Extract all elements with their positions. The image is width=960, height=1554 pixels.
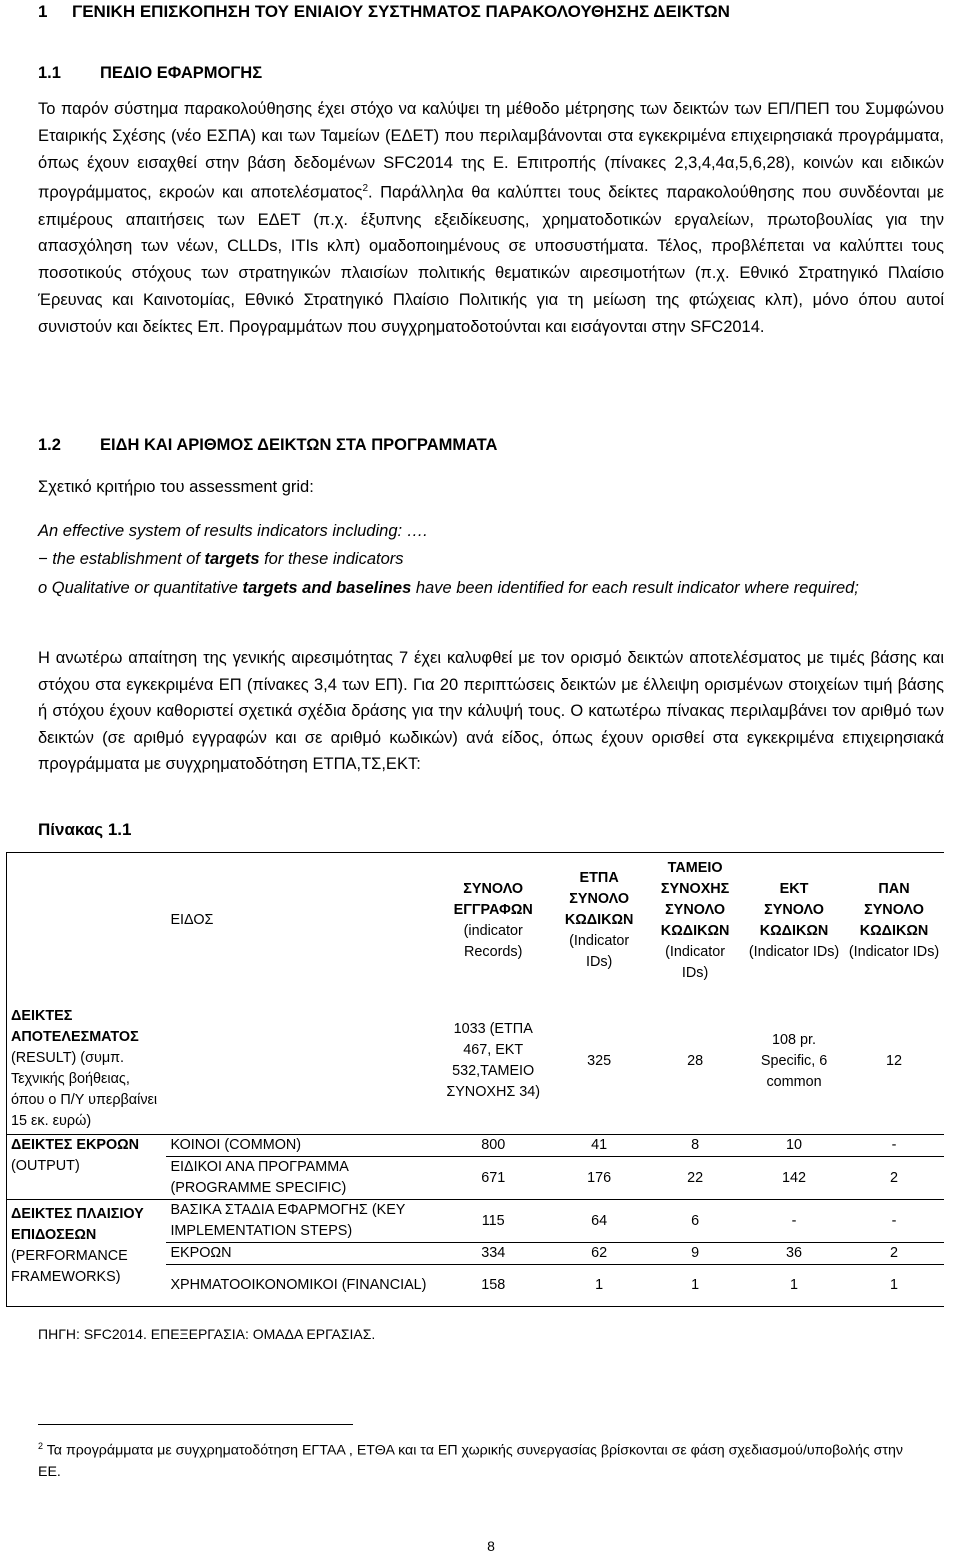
result-kind-empty: [166, 989, 434, 1135]
table-row-result: [7, 989, 945, 1135]
quote-line-2-a: − the establishment of: [38, 550, 205, 568]
cell-value: 1: [646, 1265, 744, 1307]
heading-1: [38, 2, 730, 22]
heading-1-2-title: ΕΙΔΗ ΚΑΙ ΑΡΙΘΜΟΣ ΔΕΙΚΤΩΝ ΣΤΑ ΠΡΟΓΡΑΜΜΑΤΑ: [100, 436, 498, 454]
table-caption: Πίνακας 1.1: [38, 820, 132, 839]
result-group-bold: ΔΕΙΚΤΕΣ ΑΠΟΤΕΛΕΣΜΑΤΟΣ: [11, 1008, 139, 1045]
table-header-records: [434, 853, 552, 989]
table-row-common: [7, 1135, 945, 1157]
header-total-normal: (Indicator IDs): [848, 943, 940, 960]
table-header-row: [7, 853, 945, 989]
assessment-grid-label: Σχετικό κριτήριο του assessment grid:: [38, 478, 314, 496]
cell-value: 1: [844, 1265, 944, 1307]
heading-1-2-number: 1.2: [38, 436, 61, 454]
footnote-ref[interactable]: 2: [362, 183, 369, 195]
table-header-cohesion: [646, 853, 744, 989]
quote-line-1: An effective system of results indicators including: ….: [38, 522, 428, 540]
result-records: 1033 (ΕΤΠΑ 467, ΕΚΤ 532,ΤΑΜΕΙΟ ΣΥΝΟΧΗΣ 34): [446, 1021, 541, 1101]
header-records-bold: ΣΥΝΟΛΟ ΕΓΓΡΑΦΩΝ: [453, 880, 533, 918]
header-cohesion-normal: (Indicator IDs): [665, 943, 726, 981]
header-etpa-normal: (Indicator IDs): [569, 933, 630, 971]
cell-value: 10: [744, 1135, 844, 1157]
cell-value: 8: [646, 1135, 744, 1157]
cell-value: 158: [434, 1265, 552, 1307]
cell-value: 41: [552, 1135, 646, 1157]
output-group-label: [7, 1135, 167, 1200]
row-kind: ΚΟΙΝΟΙ (COMMON): [166, 1135, 434, 1157]
cell-value: 334: [434, 1243, 552, 1265]
cell-value: 1: [552, 1265, 646, 1307]
cell-value: -: [744, 1200, 844, 1243]
heading-1-1-title: ΠΕΔΙΟ ΕΦΑΡΜΟΓΗΣ: [100, 64, 263, 82]
cell-value: 115: [434, 1200, 552, 1243]
table-header-ekt: [744, 853, 844, 989]
header-cohesion-bold: ΤΑΜΕΙΟ ΣΥΝΟΧΗΣ ΣΥΝΟΛΟ ΚΩΔΙΚΩΝ: [660, 859, 730, 939]
table-header-etpa: [552, 853, 646, 989]
cell-value: 2: [844, 1243, 944, 1265]
cell-value: 9: [646, 1243, 744, 1265]
cell-value: -: [844, 1135, 944, 1157]
footnote-separator: [38, 1424, 353, 1425]
footnote-text: Τα προγράμματα με συγχρηματοδότηση ΕΓΤΑΑ , ΕΤΘΑ και τα ΕΠ χωρικής συνεργασίας βρίσκονται σε φάση σχεδιασμού/υποβολής στην ΕΕ.: [38, 1442, 904, 1480]
header-etpa-bold: ΕΤΠΑ ΣΥΝΟΛΟ ΚΩΔΙΚΩΝ: [564, 870, 634, 929]
quote-line-3: [38, 574, 944, 602]
quote-line-3-c: have been identified for each result indicator where required;: [411, 579, 859, 597]
paragraph-requirement: Η ανωτέρω απαίτηση της γενικής αιρεσιμότητας 7 έχει καλυφθεί με τον ορισμό δεικτών αποτελέσματος με τιμές βάσης και στόχου στα εγκεκριμένα ΕΠ (πίνακες 3,4 των ΕΠ). Για 20 περιπτώσεις δεικτών με έλλειψη ορισμένων στοιχείων τιμή βάσης ή στόχου έχουν καθοριστεί σχετικά σχέδια δράσης για την κάλυψή τους. Ο κατωτέρω πίνακας περιλαμβάνει τον αριθμό των δεικτών (σε αριθμό εγγραφών και σε αριθμό κωδικών) ανά είδος, όπως έχουν ορισθεί στα εγκεκριμένα επιχειρησιακά προγράμματα με συγχρηματοδότηση ΕΤΠΑ,ΤΣ,ΕΚΤ:: [38, 649, 944, 773]
output-group-bold: ΔΕΙΚΤΕΣ ΕΚΡΟΩΝ: [11, 1137, 140, 1153]
quote-line-3-a: o Qualitative or quantitative: [38, 579, 243, 597]
quote-line-2-b: targets: [204, 550, 260, 568]
table-row-key-steps: [7, 1200, 945, 1243]
cell-value: -: [844, 1200, 944, 1243]
heading-1-1: [38, 64, 262, 83]
output-group-normal: (OUTPUT): [11, 1158, 80, 1174]
row-kind: ΒΑΣΙΚΑ ΣΤΑΔΙΑ ΕΦΑΡΜΟΓΗΣ (KEY IMPLEMENTATION STEPS): [166, 1200, 434, 1243]
framework-group-bold: ΔΕΙΚΤΕΣ ΠΛΑΙΣΙΟΥ ΕΠΙΔΟΣΕΩΝ: [11, 1206, 144, 1243]
table-header-total: [844, 853, 944, 989]
cell-value: 22: [646, 1157, 744, 1200]
table-header-empty: [7, 853, 167, 989]
cell-value: 2: [844, 1157, 944, 1200]
heading-1-number: 1: [38, 2, 48, 21]
row-kind: ΧΡΗΜΑΤΟΟΙΚΟΝΟΜΙΚΟΙ (FINANCIAL): [166, 1265, 434, 1307]
page-number: 8: [487, 1538, 495, 1554]
quote-line-2-c: for these indicators: [259, 550, 404, 568]
header-records-normal: (indicator Records): [463, 922, 523, 960]
result-group-label: [7, 989, 167, 1135]
quote-line-2: [38, 545, 944, 573]
result-etpa: 325: [587, 1052, 612, 1069]
cell-value: 64: [552, 1200, 646, 1243]
framework-group-normal: (PERFORMANCE FRAMEWORKS): [11, 1248, 128, 1285]
heading-1-title: ΓΕΝΙΚΗ ΕΠΙΣΚΟΠΗΣΗ ΤΟΥ ΕΝΙΑΙΟΥ ΣΥΣΤΗΜΑΤΟΣ ΠΑΡΑΚΟΛΟΥΘΗΣΗΣ ΔΕΙΚΤΩΝ: [72, 2, 730, 21]
indicators-table: [6, 852, 944, 1307]
header-ekt-normal: (Indicator IDs): [748, 943, 840, 960]
cell-value: 36: [744, 1243, 844, 1265]
paragraph-scope-part2: . Παράλληλα θα καλύπτει τους δείκτες παρακολούθησης που συνδέονται με επιμέρους απαιτήσεις των ΕΔΕΤ (π.χ. έξυπνης εξειδίκευσης, χρηματοδοτικών εργαλείων, πρωτοβουλίας για την απασχόληση των νέων, CLLDs, ITIs κλπ) ομαδοποιημένους σε υποσυστήματα. Τέλος, προβλέπεται να καλύπτει τους ποσοτικούς στόχους των στρατηγικών πλαισίων πολιτικής θεματικών αιρεσιμοτήτων (π.χ. Εθνικό Στρατηγικό Πλαίσιο Έρευνας και Καινοτομίας, Εθνικό Στρατηγικό Πλαίσιο Πολιτικής για τη μείωση της φτώχειας κλπ), μόνο όπου αυτοί συνιστούν και δείκτες Επ. Προγραμμάτων που συγχρηματοδοτούνται και εισάγονται στην SFC2014.: [38, 183, 944, 336]
header-ekt-bold: ΕΚΤ ΣΥΝΟΛΟ ΚΩΔΙΚΩΝ: [759, 880, 829, 939]
heading-1-2: [38, 436, 497, 455]
result-cohesion: 28: [687, 1052, 704, 1069]
heading-1-1-number: 1.1: [38, 64, 61, 82]
footnote: [38, 1436, 918, 1483]
table-source: ΠΗΓΗ: SFC2014. ΕΠΕΞΕΡΓΑΣΙΑ: ΟΜΑΔΑ ΕΡΓΑΣΙΑΣ.: [38, 1326, 376, 1342]
framework-group-label: [7, 1200, 167, 1307]
quote-line-3-b: targets and baselines: [242, 579, 412, 597]
result-ekt: 108 pr. Specific, 6 common: [760, 1031, 828, 1090]
row-kind: ΕΚΡΟΩΝ: [166, 1243, 434, 1265]
header-total-bold: ΠΑΝ ΣΥΝΟΛΟ ΚΩΔΙΚΩΝ: [859, 880, 929, 939]
cell-value: 176: [552, 1157, 646, 1200]
cell-value: 142: [744, 1157, 844, 1200]
paragraph-scope: [38, 96, 944, 341]
cell-value: 6: [646, 1200, 744, 1243]
paragraph-scope-part1: Το παρόν σύστημα παρακολούθησης έχει στόχο να καλύψει τη μέθοδο μέτρησης των δεικτών των ΕΠ/ΠΕΠ του Συμφώνου Εταιρικής Σχέσης (νέο ΕΣΠΑ) και των Ταμείων (ΕΔΕΤ) που περιλαμβάνονται στα εγκεκριμένα επιχειρησιακά προγράμματα, όπως έχουν εισαχθεί στην βάση δεδομένων SFC2014 της Ε. Επιτροπής (πίνακες 2,3,4,4α,5,6,28), κοινών και ειδικών προγράμματος, εκροών και αποτελέσματος: [38, 100, 944, 202]
cell-value: 62: [552, 1243, 646, 1265]
cell-value: 800: [434, 1135, 552, 1157]
cell-value: 671: [434, 1157, 552, 1200]
result-group-normal: (RESULT) (συμπ. Τεχνικής βοήθειας, όπου ο Π/Υ υπερβαίνει 15 εκ. ευρώ): [11, 1050, 158, 1129]
result-total: 12: [886, 1052, 903, 1069]
cell-value: 1: [744, 1265, 844, 1307]
footnote-mark: 2: [38, 1441, 44, 1451]
table-header-kind: ΕΙΔΟΣ: [166, 853, 434, 989]
row-kind: ΕΙΔΙΚΟΙ ΑΝΑ ΠΡΟΓΡΑΜΜΑ (PROGRAMME SPECIFIC): [166, 1157, 434, 1200]
